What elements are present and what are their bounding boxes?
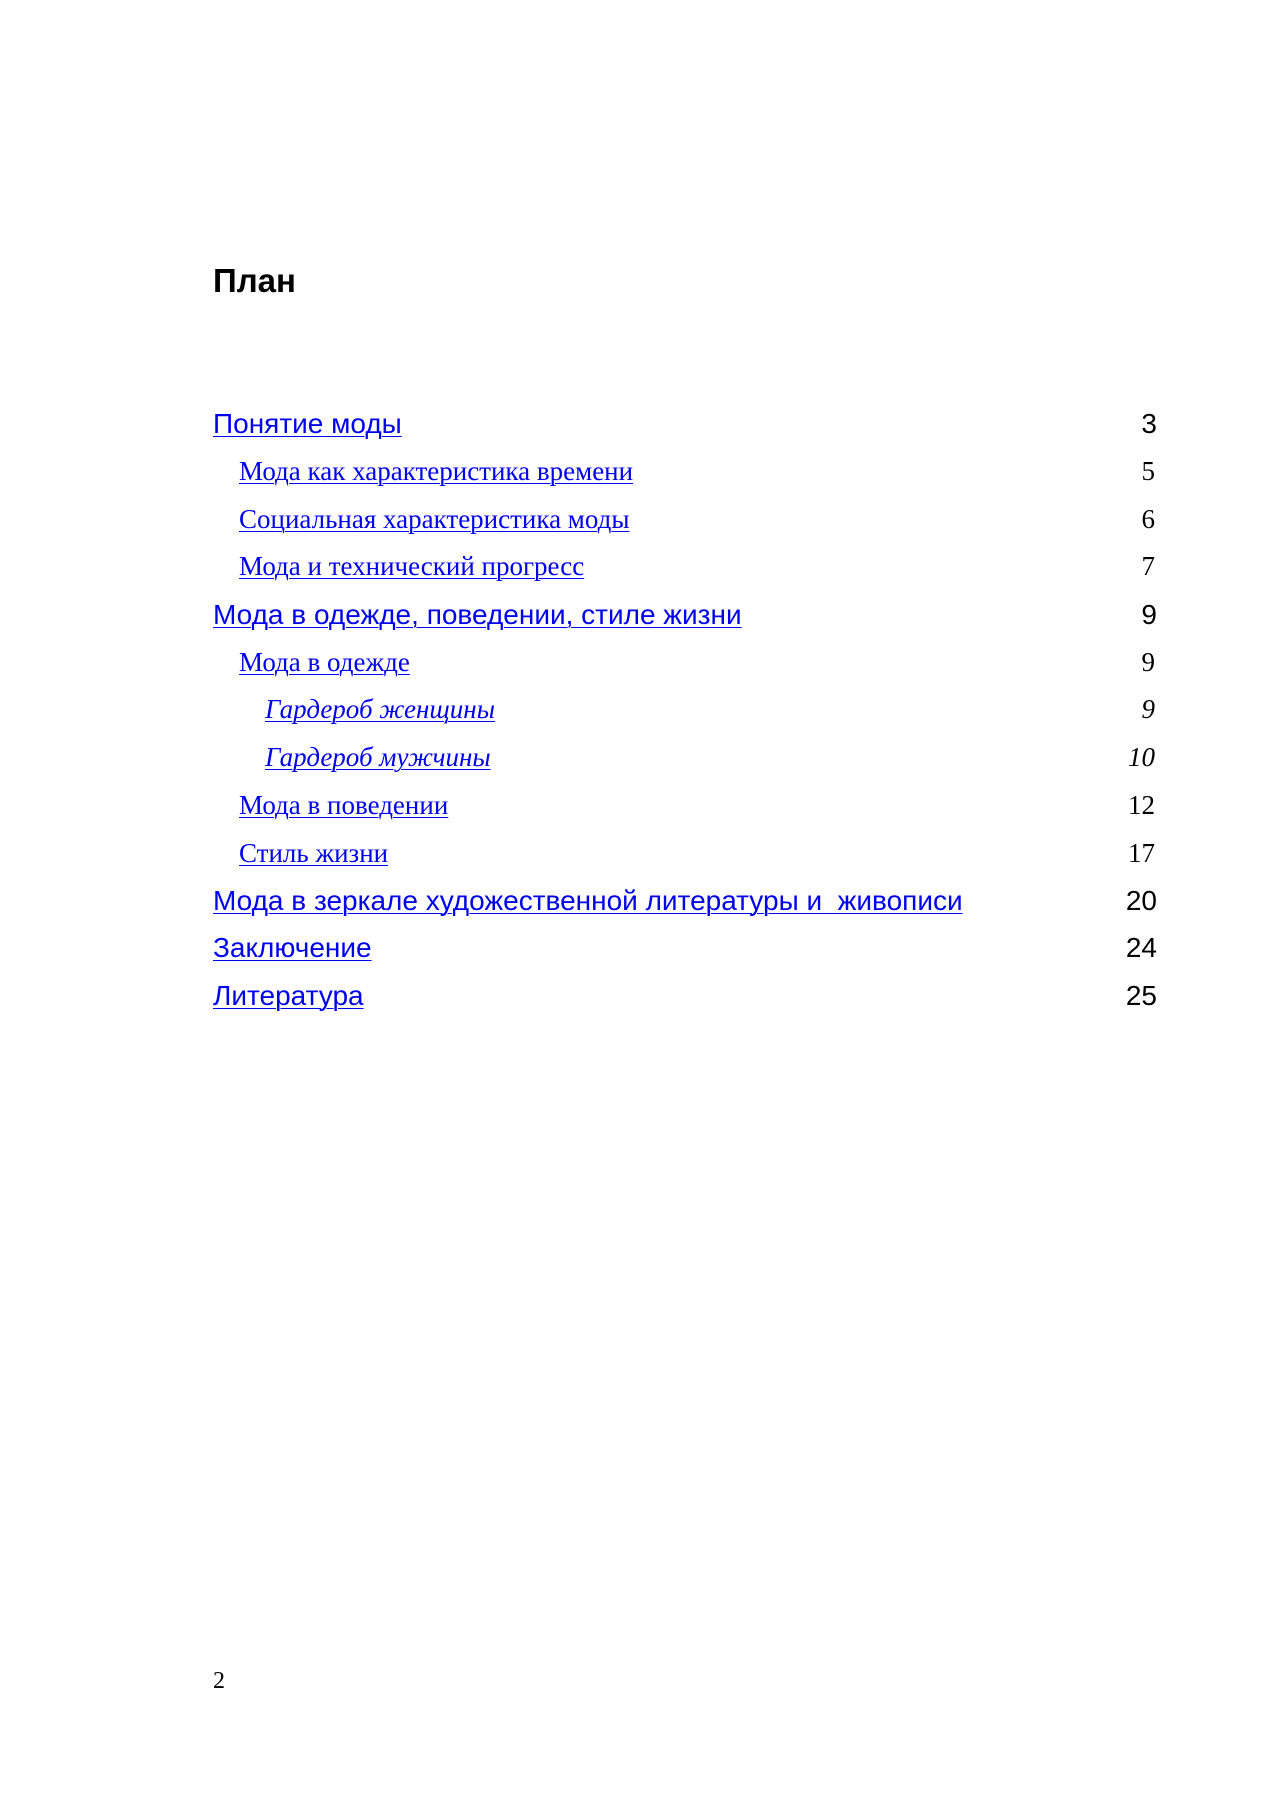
toc-link[interactable]: Гардероб женщины [265,694,495,725]
toc-page-number: 5 [1141,456,1155,487]
toc-link[interactable]: Мода в поведении [239,789,449,820]
toc-entry [213,829,1157,877]
toc-page-number: 7 [1141,551,1155,582]
toc-entry [213,782,1157,830]
toc-entry [213,448,1157,496]
toc-page-number: 3 [1141,407,1157,439]
toc-entry [213,686,1157,734]
toc-entry [213,877,1157,925]
toc-page-number: 25 [1125,980,1157,1012]
toc-link[interactable]: Литература [213,980,364,1012]
toc-page-number: 24 [1125,932,1157,964]
toc-entry [213,591,1157,639]
toc-entry [213,734,1157,782]
toc-link[interactable]: Мода в одежде [239,646,410,677]
toc-page-number: 12 [1128,789,1155,820]
toc-entry [213,972,1157,1020]
toc-link[interactable]: Стиль жизни [239,837,389,868]
toc-link[interactable]: Социальная характеристика моды [239,503,630,534]
toc-link[interactable]: Мода в одежде, поведении, стиле жизни [213,598,742,630]
toc-entry [213,543,1157,591]
toc-entry [213,400,1157,448]
toc-link[interactable]: Мода в зеркале художественной литературы и живописи [213,884,963,916]
page-number: 2 [213,1668,225,1694]
toc-page-number: 10 [1128,742,1155,773]
toc-link[interactable]: Гардероб мужчины [265,742,491,773]
toc-page-number: 9 [1141,598,1157,630]
page-title: План [213,262,296,299]
toc-entry [213,495,1157,543]
toc-link[interactable]: Мода как характеристика времени [239,456,634,487]
toc-link[interactable]: Мода и технический прогресс [239,551,585,582]
toc-page-number: 17 [1128,837,1155,868]
toc-entry [213,638,1157,686]
toc-page-number: 9 [1141,646,1155,677]
toc-page-number: 9 [1141,694,1155,725]
toc-entry [213,925,1157,973]
table-of-contents [213,400,1157,1020]
toc-link[interactable]: Понятие моды [213,407,402,439]
toc-page-number: 20 [1125,884,1157,916]
toc-page-number: 6 [1141,503,1155,534]
toc-link[interactable]: Заключение [213,932,372,964]
